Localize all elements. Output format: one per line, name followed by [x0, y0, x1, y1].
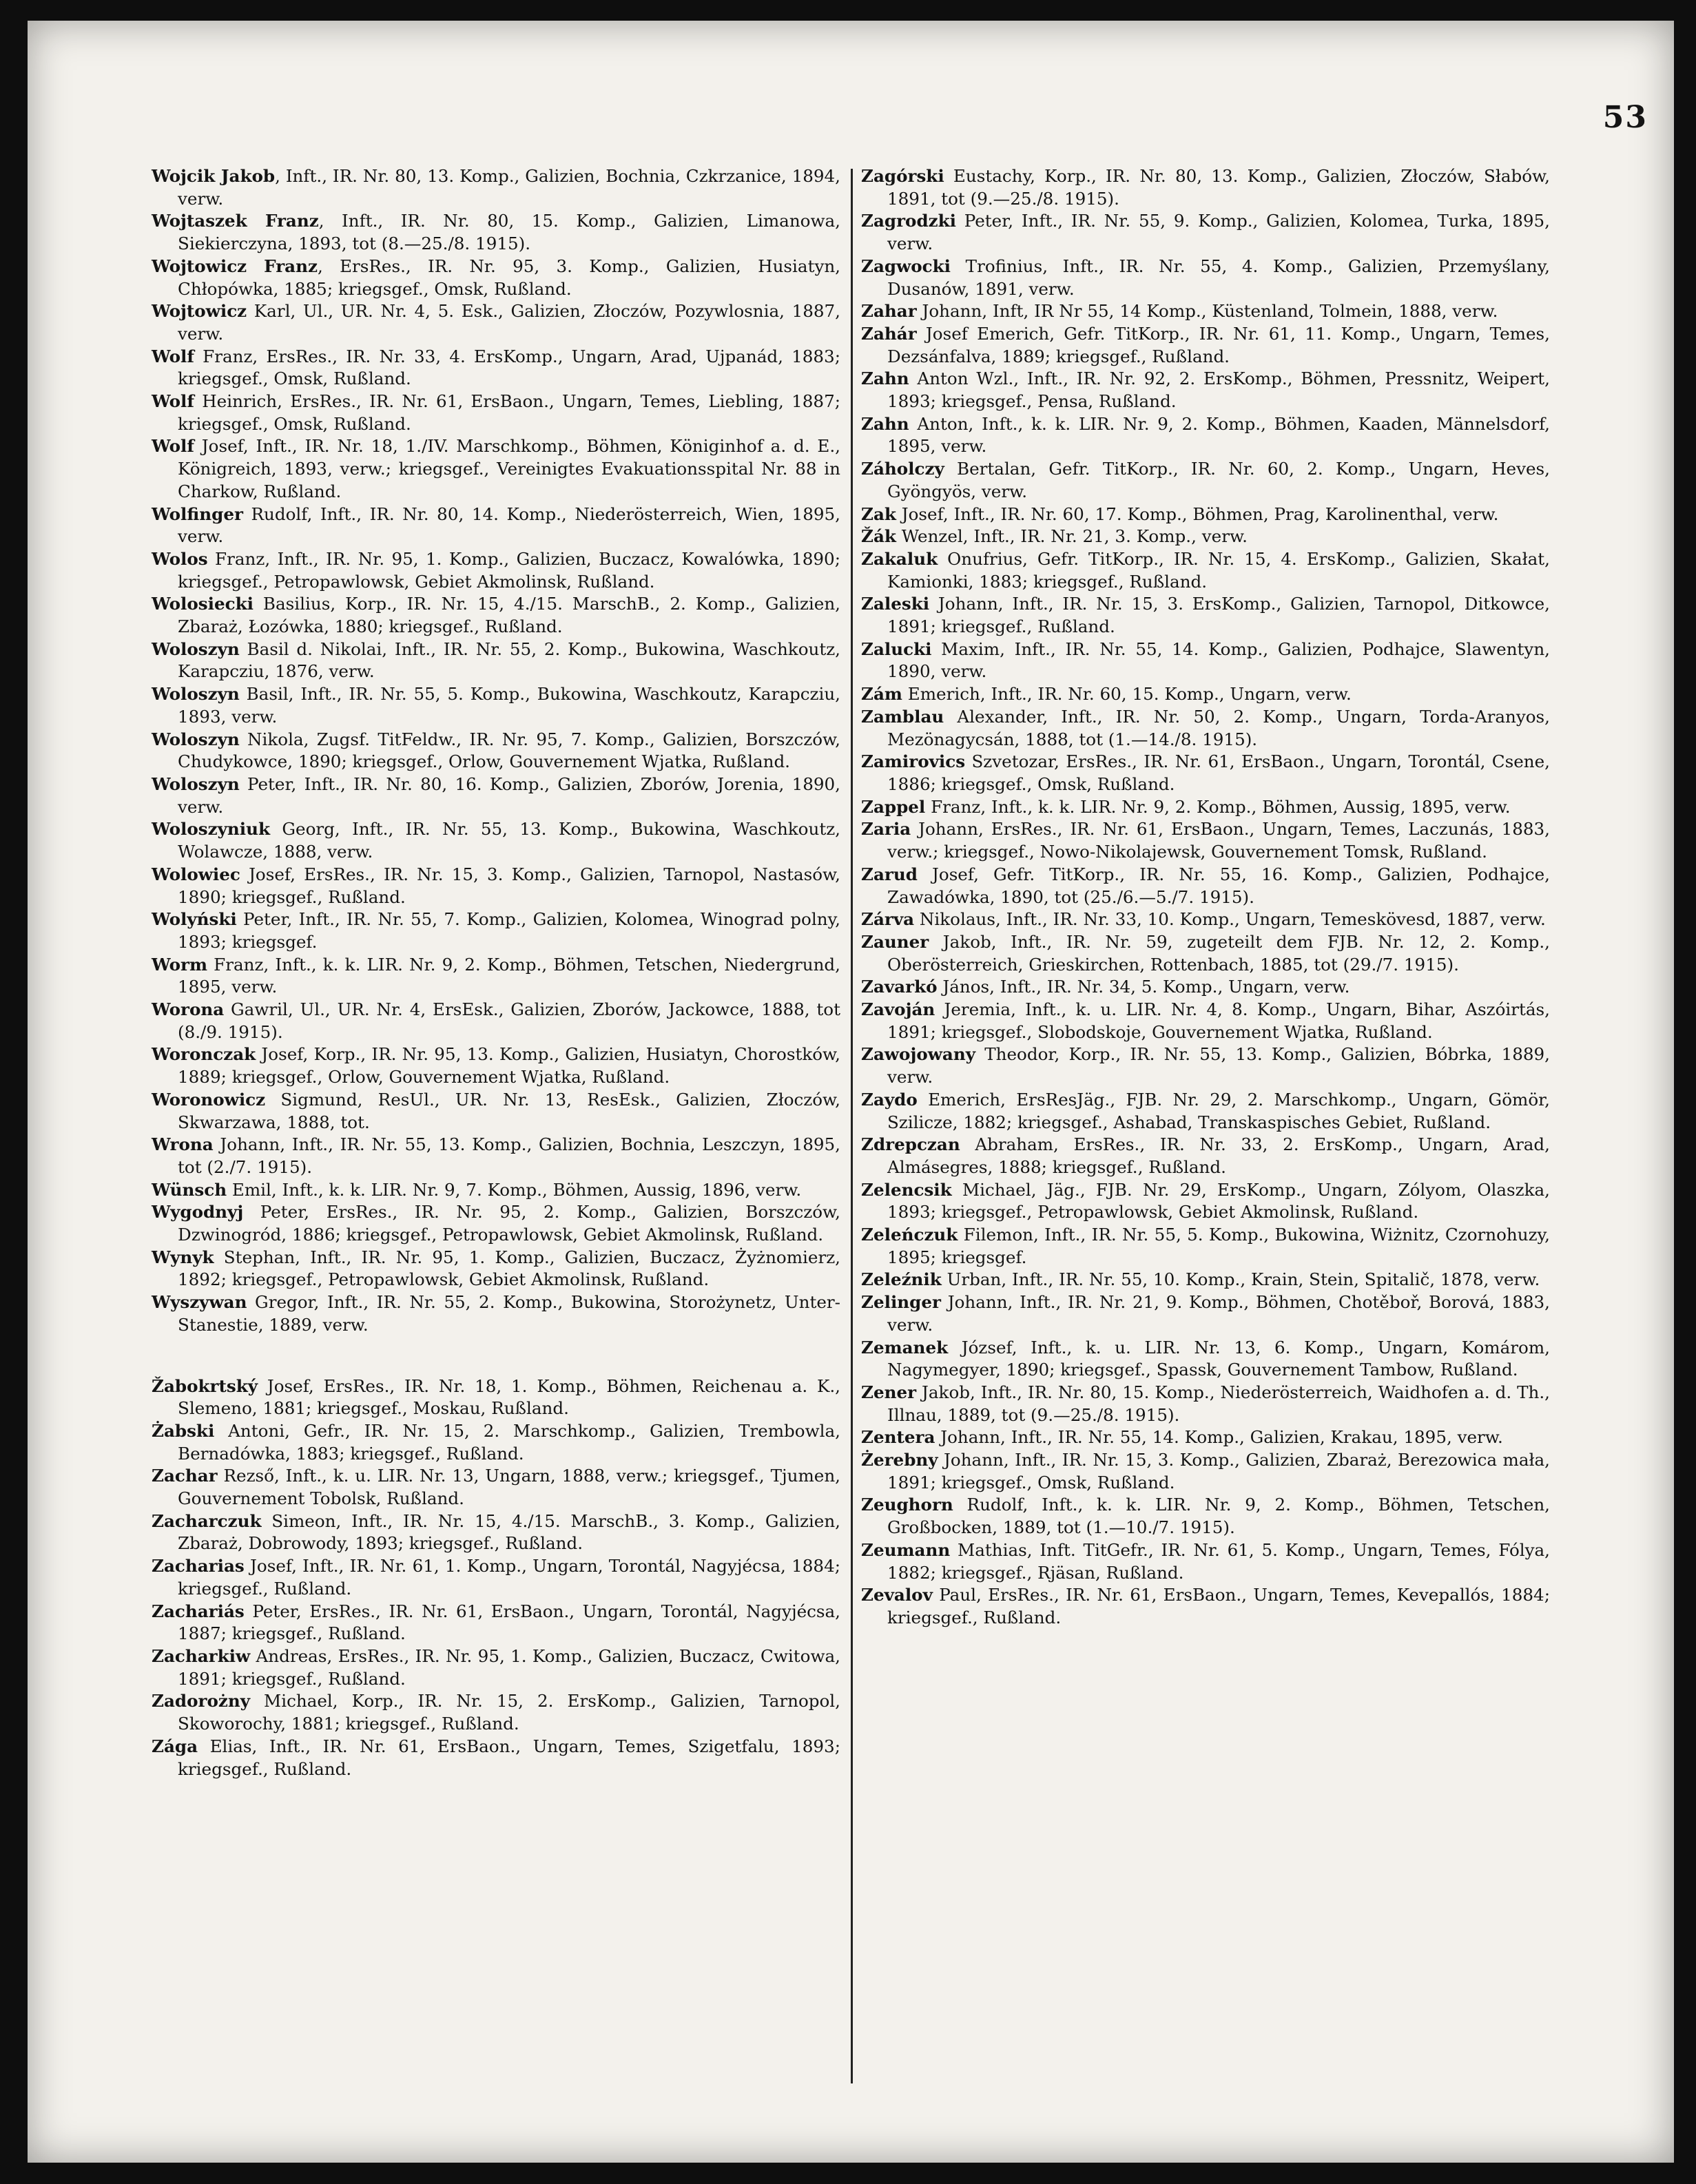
entry: [861, 1539, 1550, 1584]
entry-text: Peter, Inft., IR. Nr. 80, 16. Komp., Galizien, Zborów, Jorenia, 1890, verw.: [178, 773, 840, 817]
entry: [861, 1382, 1550, 1426]
entry-name: Zahn: [861, 413, 909, 434]
entry: [861, 503, 1550, 526]
entry: [861, 976, 1550, 999]
entry-name: Zavarkó: [861, 977, 938, 997]
entry-text: Theodor, Korp., IR. Nr. 55, 13. Komp., Galizien, Bóbrka, 1889, verw.: [887, 1044, 1550, 1088]
entry-name: Zalucki: [861, 638, 932, 659]
entry-name: Wolf: [152, 346, 194, 366]
entry-text: Nikolaus, Inft., IR. Nr. 33, 10. Komp., Ungarn, Temeskövesd, 1887, verw.: [914, 909, 1546, 930]
entry-text: Josef, Gefr. TitKorp., IR. Nr. 55, 16. Komp., Galizien, Podhajce, Zawadówka, 1890, tot (25./6.—5./7. 1915).: [887, 864, 1550, 907]
entry-text: Franz, ErsRes., IR. Nr. 33, 4. ErsKomp., Ungarn, Arad, Ujpanád, 1883; kriegsgef., Omsk, Rußland.: [178, 346, 840, 389]
entry: [861, 548, 1550, 593]
entry-text: Franz, Inft., k. k. LIR. Nr. 9, 2. Komp., Böhmen, Aussig, 1895, verw.: [925, 796, 1511, 817]
entry: [861, 1449, 1550, 1494]
entry: [861, 1337, 1550, 1382]
entry-name: Wolyński: [152, 909, 237, 930]
entry-name: Wygodnyj: [152, 1202, 244, 1223]
entry-name: Zelencsik: [861, 1179, 952, 1200]
entry-name: Zaleski: [861, 594, 930, 614]
entry-text: Josef, ErsRes., IR. Nr. 15, 3. Komp., Galizien, Tarnopol, Nastasów, 1890; kriegsgef., Rußland.: [178, 864, 840, 907]
entry: [152, 638, 840, 683]
entry-text: Mathias, Inft. TitGefr., IR. Nr. 61, 5. Komp., Ungarn, Temes, Fólya, 1882; kriegsgef., Rjäsan, Rußland.: [887, 1539, 1550, 1583]
entry: [152, 391, 840, 435]
entry-name: Zevalov: [861, 1585, 933, 1605]
entry-text: Jakob, Inft., IR. Nr. 59, zugeteilt dem FJB. Nr. 12, 2. Komp., Oberösterreich, Grieskirchen, Rottenbach, 1885, tot (29./7. 1915).: [887, 931, 1550, 975]
entry-text: Emerich, ErsResJäg., FJB. Nr. 29, 2. Marschkomp., Ungarn, Gömör, Szilicze, 1882; kriegsgef., Ashabad, Transkaspisches Gebiet, Rußland.: [887, 1089, 1550, 1132]
entry: [152, 1089, 840, 1134]
entry-name: Zahn: [861, 368, 909, 389]
entry-name: Zagórski: [861, 166, 944, 186]
entry: [152, 1510, 840, 1555]
entry-text: Johann, Inft., IR. Nr. 21, 9. Komp., Böhmen, Chotěboř, Borová, 1883, verw.: [887, 1292, 1550, 1335]
entry: [152, 1179, 840, 1202]
entry-name: Wünsch: [152, 1179, 227, 1200]
entry: [152, 1420, 840, 1465]
entry: [152, 593, 840, 638]
entry-name: Zachariás: [152, 1601, 245, 1621]
entry-text: Peter, Inft., IR. Nr. 55, 9. Komp., Galizien, Kolomea, Turka, 1895, verw.: [887, 211, 1550, 254]
entry-text: Antoni, Gefr., IR. Nr. 15, 2. Marschkomp., Galizien, Trembowla, Bernadówka, 1883; kriegsgef., Rußland.: [178, 1420, 840, 1464]
entry: [152, 435, 840, 503]
entry-text: Maxim, Inft., IR. Nr. 55, 14. Komp., Galizien, Podhajce, Slawentyn, 1890, verw.: [887, 638, 1550, 682]
entry-text: Josef, Inft., IR. Nr. 61, 1. Komp., Ungarn, Torontál, Nagyjécsa, 1884; kriegsgef., Rußland.: [178, 1556, 840, 1599]
entry-name: Zeughorn: [861, 1495, 953, 1515]
entry: [861, 796, 1550, 819]
entry: [861, 1291, 1550, 1336]
entry-text: Peter, ErsRes., IR. Nr. 61, ErsBaon., Ungarn, Torontál, Nagyjécsa, 1887; kriegsgef., Rußland.: [178, 1601, 840, 1644]
entry: [152, 864, 840, 908]
entry: [152, 503, 840, 548]
entry: [152, 1291, 840, 1336]
entry-name: Zawojowany: [861, 1044, 976, 1065]
entry: [152, 1134, 840, 1178]
entry-text: Johann, Inft, IR Nr 55, 14 Komp., Küstenland, Tolmein, 1888, verw.: [916, 301, 1498, 322]
entry-text: János, Inft., IR. Nr. 34, 5. Komp., Ungarn, verw.: [937, 977, 1350, 997]
entry-name: Wrona: [152, 1134, 214, 1155]
entry-text: Alexander, Inft., IR. Nr. 50, 2. Komp., Ungarn, Torda-Aranyos, Mezönagycsán, 1888, tot (1.—14./8. 1915).: [887, 706, 1550, 749]
entry: [152, 1555, 840, 1600]
entry: [861, 751, 1550, 795]
entry-text: Peter, Inft., IR. Nr. 55, 7. Komp., Galizien, Kolomea, Winograd polny, 1893; kriegsgef.: [178, 909, 840, 952]
entry-text: Sigmund, ResUl., UR. Nr. 13, ResEsk., Galizien, Złoczów, Skwarzawa, 1888, tot.: [178, 1089, 840, 1132]
entry-name: Woloszyniuk: [152, 819, 271, 840]
entry-name: Woloszyn: [152, 773, 240, 794]
entry: [152, 1690, 840, 1735]
entry-name: Zauner: [861, 931, 929, 952]
entry: [861, 413, 1550, 458]
entry-text: Gawril, Ul., UR. Nr. 4, ErsEsk., Galizien, Zborów, Jackowce, 1888, tot (8./9. 1915).: [178, 999, 840, 1042]
entry-name: Zakaluk: [861, 548, 938, 569]
entry-name: Woloszyn: [152, 729, 240, 749]
entry-text: Eustachy, Korp., IR. Nr. 80, 13. Komp., Galizien, Złoczów, Słabów, 1891, tot (9.—25./8. 1915).: [887, 166, 1550, 209]
entry: [861, 1426, 1550, 1449]
entry-name: Zak: [861, 503, 896, 524]
entry-text: , Inft., IR. Nr. 80, 13. Komp., Galizien, Bochnia, Czkrzanice, 1894, verw.: [178, 166, 840, 209]
right-column: [861, 165, 1550, 1630]
entry-name: Zahar: [861, 301, 917, 322]
entry-text: Josef, ErsRes., IR. Nr. 18, 1. Komp., Böhmen, Reichenau a. K., Slemeno, 1881; kriegsgef., Moskau, Rußland.: [178, 1375, 840, 1419]
entry-name: Wolf: [152, 436, 194, 457]
entry: [152, 1375, 840, 1420]
entry-name: Wolfinger: [152, 503, 243, 524]
entry-text: Gregor, Inft., IR. Nr. 55, 2. Komp., Bukowina, Storożynetz, Unter-Stanestie, 1889, verw.: [178, 1292, 840, 1335]
entry-text: Filemon, Inft., IR. Nr. 55, 5. Komp., Bukowina, Wiżnitz, Czornohuzy, 1895; kriegsgef.: [887, 1225, 1550, 1267]
entry-name: Zaydo: [861, 1089, 918, 1110]
entry-name: Zahár: [861, 323, 917, 344]
entry-name: Zener: [861, 1382, 917, 1402]
entry-text: Michael, Korp., IR. Nr. 15, 2. ErsKomp., Galizien, Tarnopol, Skoworochy, 1881; kriegsgef., Rußland.: [178, 1691, 840, 1734]
left-column-entries-z: [152, 1375, 840, 1781]
entry-name: Wolosiecki: [152, 594, 254, 614]
right-column-entries: [861, 165, 1550, 1630]
entry: [152, 346, 840, 391]
entry-name: Žák: [861, 526, 896, 547]
entry-name: Wojcik Jakob: [152, 166, 276, 186]
entry-name: Zaria: [861, 819, 911, 840]
entry: [861, 1134, 1550, 1178]
entry: [861, 1584, 1550, 1629]
entry-text: Basil, Inft., IR. Nr. 55, 5. Komp., Bukowina, Waschkoutz, Karapcziu, 1893, verw.: [178, 684, 840, 727]
entry-text: Franz, Inft., IR. Nr. 95, 1. Komp., Galizien, Buczacz, Kowalówka, 1890; kriegsgef., Petropawlowsk, Gebiet Akmolinsk, Rußland.: [178, 548, 840, 592]
entry-text: Wenzel, Inft., IR. Nr. 21, 3. Komp., verw.: [896, 526, 1248, 547]
entry-text: Basil d. Nikolai, Inft., IR. Nr. 55, 2. Komp., Bukowina, Waschkoutz, Karapcziu, 1876, verw.: [178, 638, 840, 682]
entry: [861, 300, 1550, 323]
entry-text: Josef, Inft., IR. Nr. 18, 1./IV. Marschkomp., Böhmen, Königinhof a. d. E., Königreich, 1893, verw.; kriegsgef., Vereinigtes Evakuationsspital Nr. 88 in Charkow, Rußland.: [178, 436, 840, 501]
entry-name: Zacharias: [152, 1556, 245, 1577]
entry-text: Onufrius, Gefr. TitKorp., IR. Nr. 15, 4. ErsKomp., Galizien, Skałat, Kamionki, 1883; kriegsgef., Rußland.: [887, 548, 1550, 592]
left-column-entries-w: [152, 165, 840, 1337]
entry-text: Paul, ErsRes., IR. Nr. 61, ErsBaon., Ungarn, Temes, Kevepallós, 1884; kriegsgef., Rußland.: [887, 1585, 1550, 1627]
entry-text: Elias, Inft., IR. Nr. 61, ErsBaon., Ungarn, Temes, Szigetfalu, 1893; kriegsgef., Rußland.: [178, 1736, 840, 1779]
entry-text: Trofinius, Inft., IR. Nr. 55, 4. Komp., Galizien, Przemyślany, Dusanów, 1891, verw.: [887, 256, 1550, 299]
entry: [861, 593, 1550, 638]
entry: [861, 1179, 1550, 1224]
entry-name: Wolos: [152, 548, 208, 569]
entry: [152, 1601, 840, 1645]
left-column: [152, 165, 840, 1780]
entry-text: Georg, Inft., IR. Nr. 55, 13. Komp., Bukowina, Waschkoutz, Wolawcze, 1888, verw.: [178, 819, 840, 862]
entry-name: Zavoján: [861, 999, 935, 1020]
entry-text: József, Inft., k. u. LIR. Nr. 13, 6. Komp., Ungarn, Komárom, Nagymegyer, 1890; kriegsgef., Spassk, Gouvernement Tambow, Rußland.: [887, 1337, 1550, 1380]
entry-name: Zága: [152, 1736, 198, 1756]
entry: [152, 1645, 840, 1690]
entry-text: Karl, Ul., UR. Nr. 4, 5. Esk., Galizien, Złoczów, Pozywlosnia, 1887, verw.: [178, 301, 840, 344]
entry-name: Woloszyn: [152, 638, 240, 659]
entry-name: Zemanek: [861, 1337, 949, 1358]
entry-text: Emil, Inft., k. k. LIR. Nr. 9, 7. Komp., Böhmen, Aussig, 1896, verw.: [227, 1179, 802, 1200]
entry-text: Josef, Inft., IR. Nr. 60, 17. Komp., Böhmen, Prag, Karolinenthal, verw.: [896, 503, 1499, 524]
entry: [152, 256, 840, 300]
entry-name: Zappel: [861, 796, 926, 817]
entry-name: Zám: [861, 684, 902, 705]
entry: [861, 1494, 1550, 1539]
entry: [861, 1089, 1550, 1134]
entry: [861, 818, 1550, 863]
entry: [861, 931, 1550, 976]
entry-name: Zachar: [152, 1466, 218, 1486]
entry: [861, 368, 1550, 413]
entry-text: Heinrich, ErsRes., IR. Nr. 61, ErsBaon., Ungarn, Temes, Liebling, 1887; kriegsgef., Omsk, Rußland.: [178, 391, 840, 434]
entry: [152, 1043, 840, 1088]
entry: [152, 908, 840, 953]
entry-text: Rezső, Inft., k. u. LIR. Nr. 13, Ungarn, 1888, verw.; kriegsgef., Tjumen, Gouvernement Tobolsk, Rußland.: [178, 1466, 840, 1509]
entry-name: Żabski: [152, 1420, 215, 1441]
entry: [152, 729, 840, 773]
entry: [152, 773, 840, 818]
entry-name: Zárva: [861, 909, 915, 930]
entry: [861, 999, 1550, 1043]
entry-name: Záholczy: [861, 459, 944, 479]
entry-name: Wojtowicz: [152, 301, 247, 322]
column-divider: [851, 169, 853, 2083]
entry-name: Woronczak: [152, 1044, 256, 1065]
entry-text: Urban, Inft., IR. Nr. 55, 10. Komp., Krain, Stein, Spitalič, 1878, verw.: [941, 1269, 1540, 1290]
entry: [861, 638, 1550, 683]
entry-name: Wolf: [152, 391, 194, 412]
entry-name: Żerebny: [861, 1450, 938, 1470]
entry: [861, 1043, 1550, 1088]
entry-name: Zdrepczan: [861, 1134, 960, 1155]
entry: [861, 458, 1550, 503]
entry-name: Zentera: [861, 1427, 935, 1448]
entry: [152, 1247, 840, 1291]
entry-text: , ErsRes., IR. Nr. 95, 3. Komp., Galizien, Husiatyn, Chłopówka, 1885; kriegsgef., Omsk, Rußland.: [178, 256, 841, 299]
entry-name: Zarud: [861, 864, 918, 884]
entry-name: Woloszyn: [152, 684, 240, 705]
entry: [152, 300, 840, 345]
entry-name: Zeumann: [861, 1539, 951, 1560]
entry-name: Zamirovics: [861, 751, 966, 772]
entry: [152, 1201, 840, 1246]
entry-text: Johann, Inft., IR. Nr. 15, 3. Komp., Galizien, Zbaraż, Berezowica mała, 1891; kriegsgef., Omsk, Rußland.: [887, 1450, 1550, 1493]
entry-text: Johann, Inft., IR. Nr. 55, 13. Komp., Galizien, Bochnia, Leszczyn, 1895, tot (2./7. 1915).: [178, 1134, 840, 1177]
entry-text: Szvetozar, ErsRes., IR. Nr. 61, ErsBaon., Ungarn, Torontál, Csene, 1886; kriegsgef., Omsk, Rußland.: [887, 751, 1550, 794]
entry-name: Zacharkiw: [152, 1646, 251, 1666]
entry: [152, 165, 840, 210]
entry-text: Johann, Inft., IR. Nr. 55, 14. Komp., Galizien, Krakau, 1895, verw.: [935, 1427, 1503, 1448]
entry-text: Josef Emerich, Gefr. TitKorp., IR. Nr. 61, 11. Komp., Ungarn, Temes, Dezsánfalva, 1889; kriegsgef., Rußland.: [887, 323, 1550, 366]
entry: [861, 706, 1550, 751]
entry: [152, 1736, 840, 1780]
entry-text: Emerich, Inft., IR. Nr. 60, 15. Komp., Ungarn, verw.: [902, 684, 1352, 705]
entry: [861, 1224, 1550, 1269]
entry-text: Johann, ErsRes., IR. Nr. 61, ErsBaon., Ungarn, Temes, Laczunás, 1883, verw.; kriegsgef., Nowo-Nikolajewsk, Gouvernement Tomsk, Rußland.: [887, 819, 1550, 862]
entry-text: Nikola, Zugsf. TitFeldw., IR. Nr. 95, 7. Komp., Galizien, Borszczów, Chudykowce, 1890; kriegsgef., Orlow, Gouvernement Wjatka, Rußland.: [178, 729, 840, 772]
entry-name: Worm: [152, 954, 207, 975]
entry-name: Zadorożny: [152, 1691, 250, 1712]
entry-name: Wojtowicz Franz: [152, 256, 318, 276]
entry-text: Anton, Inft., k. k. LIR. Nr. 9, 2. Komp., Böhmen, Kaaden, Männelsdorf, 1895, verw.: [887, 413, 1550, 457]
entry-text: Peter, ErsRes., IR. Nr. 95, 2. Komp., Galizien, Borszczów, Dzwinogród, 1886; kriegsgef., Petropawlowsk, Gebiet Akmolinsk, Rußland.: [178, 1202, 840, 1245]
entry-name: Worona: [152, 999, 225, 1020]
entry-name: Zeleńczuk: [861, 1225, 958, 1245]
entry-text: Bertalan, Gefr. TitKorp., IR. Nr. 60, 2. Komp., Ungarn, Heves, Gyöngyös, verw.: [887, 459, 1550, 501]
entry: [152, 683, 840, 728]
entry: [861, 526, 1550, 548]
entry-name: Woronowicz: [152, 1089, 266, 1110]
entry-text: Josef, Korp., IR. Nr. 95, 13. Komp., Galizien, Husiatyn, Chorostków, 1889; kriegsgef., Orlow, Gouvernement Wjatka, Rußland.: [178, 1044, 840, 1088]
entry-name: Žabokrtský: [152, 1375, 258, 1396]
entry: [861, 908, 1550, 931]
entry-text: Michael, Jäg., FJB. Nr. 29, ErsKomp., Ungarn, Zólyom, Olaszka, 1893; kriegsgef., Petropawlowsk, Gebiet Akmolinsk, Rußland.: [887, 1179, 1550, 1223]
entry-text: , Inft., IR. Nr. 80, 15. Komp., Galizien, Limanowa, Siekierczyna, 1893, tot (8.—25./8. 1915).: [178, 211, 841, 254]
entry-text: Johann, Inft., IR. Nr. 15, 3. ErsKomp., Galizien, Tarnopol, Ditkowce, 1891; kriegsgef., Rußland.: [887, 594, 1550, 637]
entry: [152, 818, 840, 863]
entry-text: Andreas, ErsRes., IR. Nr. 95, 1. Komp., Galizien, Buczacz, Cwitowa, 1891; kriegsgef., Rußland.: [178, 1646, 840, 1689]
document-page: [28, 21, 1674, 2163]
entry-text: Simeon, Inft., IR. Nr. 15, 4./15. MarschB., 3. Komp., Galizien, Zbaraż, Dobrowody, 1893; kriegsgef., Rußland.: [178, 1510, 840, 1554]
entry: [152, 954, 840, 999]
entry-name: Zamblau: [861, 706, 944, 727]
entry-name: Wojtaszek Franz: [152, 211, 319, 231]
entry-name: Wynyk: [152, 1247, 214, 1267]
entry: [861, 165, 1550, 210]
entry-text: Franz, Inft., k. k. LIR. Nr. 9, 2. Komp., Böhmen, Tetschen, Niedergrund, 1895, verw.: [178, 954, 840, 997]
entry: [861, 323, 1550, 368]
entry: [152, 548, 840, 593]
entry: [861, 210, 1550, 255]
entry-name: Wolowiec: [152, 864, 240, 884]
page-number: 53: [1602, 100, 1648, 135]
entry-name: Wyszywan: [152, 1292, 247, 1313]
entry-text: Abraham, ErsRes., IR. Nr. 33, 2. ErsKomp., Ungarn, Arad, Almásegres, 1888; kriegsgef., Rußland.: [887, 1134, 1550, 1177]
entry-name: Zeleźnik: [861, 1269, 942, 1290]
entry-text: Basilius, Korp., IR. Nr. 15, 4./15. MarschB., 2. Komp., Galizien, Zbaraż, Łozówka, 1880; kriegsgef., Rußland.: [178, 594, 840, 637]
entry: [861, 683, 1550, 706]
entry-text: Stephan, Inft., IR. Nr. 95, 1. Komp., Galizien, Buczacz, Żyżnomierz, 1892; kriegsgef., Petropawlowsk, Gebiet Akmolinsk, Rußland.: [178, 1247, 840, 1290]
entry-text: Rudolf, Inft., k. k. LIR. Nr. 9, 2. Komp., Böhmen, Tetschen, Großbocken, 1889, tot (1.—10./7. 1915).: [887, 1495, 1550, 1538]
entry-text: Rudolf, Inft., IR. Nr. 80, 14. Komp., Niederösterreich, Wien, 1895, verw.: [178, 503, 840, 547]
entry: [861, 864, 1550, 908]
entry-text: Jakob, Inft., IR. Nr. 80, 15. Komp., Niederösterreich, Waidhofen a. d. Th., Illnau, 1889, tot (9.—25./8. 1915).: [887, 1382, 1550, 1425]
entry-text: Jeremia, Inft., k. u. LIR. Nr. 4, 8. Komp., Ungarn, Bihar, Aszóirtás, 1891; kriegsgef., Slobodskoje, Gouvernement Wjatka, Rußland.: [887, 999, 1550, 1042]
entry: [861, 256, 1550, 300]
entry-name: Zelinger: [861, 1292, 941, 1313]
entry-text: Anton Wzl., Inft., IR. Nr. 92, 2. ErsKomp., Böhmen, Pressnitz, Weipert, 1893; kriegsgef., Pensa, Rußland.: [887, 368, 1550, 412]
entry: [152, 210, 840, 255]
entry-name: Zacharczuk: [152, 1510, 262, 1531]
entry: [152, 999, 840, 1043]
entry: [152, 1465, 840, 1510]
section-gap: [152, 1337, 840, 1375]
entry-name: Zagrodzki: [861, 211, 956, 231]
entry-name: Zagwocki: [861, 256, 951, 276]
entry: [861, 1269, 1550, 1291]
